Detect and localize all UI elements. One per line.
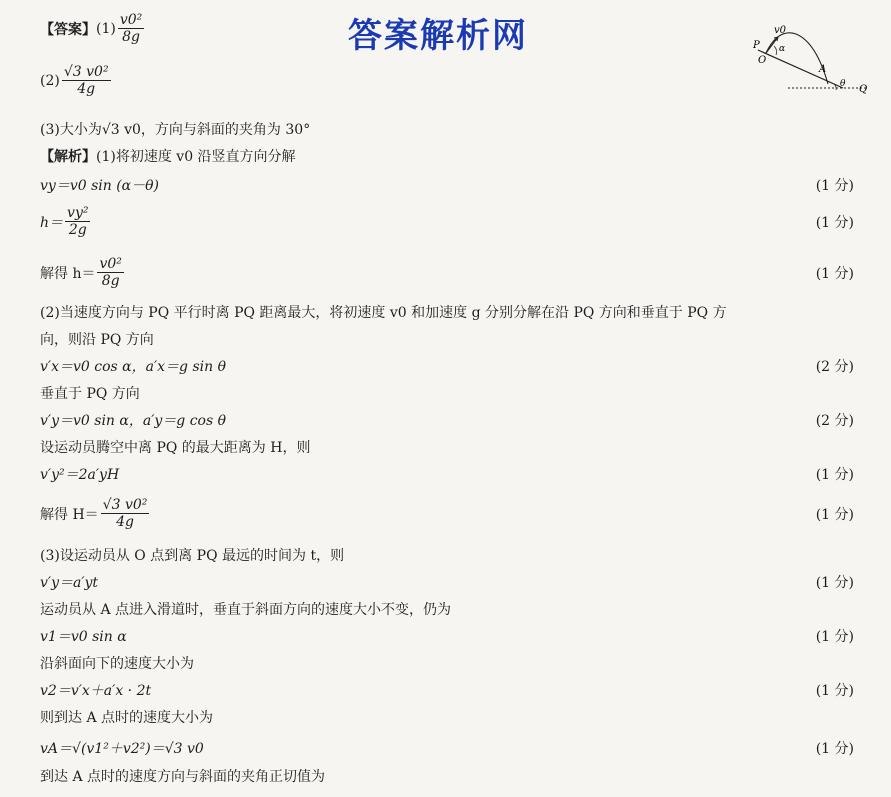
result-H-fraction — [101, 497, 150, 530]
analysis-line-1 — [40, 146, 871, 166]
result-h-fraction — [97, 256, 123, 289]
equation-vx-ax — [40, 356, 871, 376]
analysis-text-10: 到达 A 点时的速度方向与斜面的夹角正切值为 — [40, 769, 326, 785]
answer-1-fraction — [118, 12, 144, 45]
answer-2-label: (2) — [40, 72, 60, 89]
result-h-denominator: 8g — [101, 273, 120, 289]
equation-h-fraction — [65, 205, 90, 238]
analysis-text-3: 向，则沿 PQ 方向 — [40, 332, 154, 348]
label-theta: θ — [840, 79, 846, 89]
analysis-line-3 — [40, 329, 871, 349]
score-6: (1 分) — [815, 467, 854, 483]
equation-h-numerator: vy² — [67, 205, 89, 221]
analysis-line-2 — [40, 302, 871, 322]
analysis-text-4: 垂直于 PQ 方向 — [40, 386, 140, 402]
analysis-line-10 — [40, 766, 871, 786]
analysis-line-4 — [40, 383, 871, 403]
equation-h — [40, 205, 871, 238]
label-A: A — [819, 64, 827, 75]
analysis-text-5: 设运动员腾空中离 PQ 的最大距离为 H，则 — [40, 440, 311, 456]
analysis-line-5 — [40, 437, 871, 457]
answer-3-text: (3)大小为√3 v0，方向与斜面的夹角为 30° — [40, 122, 311, 138]
equation-vx-ax-text: v′x＝v0 cos α，a′x＝g sin θ — [40, 359, 226, 375]
equation-vA — [40, 738, 871, 758]
score-9: (1 分) — [815, 629, 854, 645]
result-H-numerator: √3 v0² — [102, 497, 148, 513]
analysis-text-7: 运动员从 A 点进入滑道时，垂直于斜面方向的速度大小不变，仍为 — [40, 602, 452, 618]
result-H — [40, 497, 871, 530]
answer-line-3 — [40, 119, 871, 139]
answer-1-denominator: 8g — [122, 29, 140, 45]
answer-1-numerator: v0² — [119, 12, 143, 28]
equation-vy-t-text: v′y＝a′yt — [40, 575, 99, 591]
equation-v2 — [40, 680, 871, 700]
answer-line-1 — [40, 12, 871, 45]
score-10: (1 分) — [815, 683, 854, 699]
analysis-header: 【解析】 — [40, 149, 96, 165]
equation-vy-ay — [40, 410, 871, 430]
equation-v2-text: v2＝v′x＋a′x · 2t — [40, 683, 152, 699]
answer-1-label: (1) — [96, 20, 116, 37]
equation-h-denominator: 2g — [68, 222, 87, 238]
label-alpha: α — [779, 44, 786, 54]
label-P: P — [753, 40, 760, 51]
watermark: 答案解析网 — [348, 16, 528, 56]
result-h — [40, 256, 871, 289]
answer-line-2 — [40, 64, 871, 97]
answer-2-denominator: 4g — [77, 81, 96, 97]
score-1: (1 分) — [815, 178, 854, 194]
analysis-line-7 — [40, 599, 871, 619]
label-v0: v0 — [774, 25, 787, 36]
label-O: O — [758, 55, 767, 66]
score-2: (1 分) — [815, 214, 854, 231]
score-4: (2 分) — [815, 359, 854, 375]
score-7: (1 分) — [815, 506, 854, 523]
analysis-text-6: (3)设运动员从 O 点到离 PQ 最远的时间为 t，则 — [40, 548, 345, 564]
equation-v1 — [40, 626, 871, 646]
equation-v1-text: v1＝v0 sin α — [40, 629, 127, 645]
analysis-line-8 — [40, 653, 871, 673]
score-8: (1 分) — [815, 575, 854, 591]
label-Q: Q — [859, 84, 868, 95]
analysis-text-1: (1)将初速度 v0 沿竖直方向分解 — [96, 149, 296, 165]
equation-vy-text: vy＝v0 sin (α－θ) — [40, 178, 160, 194]
equation-vy-squared — [40, 464, 871, 484]
equation-vy-ay-text: v′y＝v0 sin α，a′y＝g cos θ — [40, 413, 227, 429]
score-5: (2 分) — [815, 413, 854, 429]
result-h-numerator: v0² — [99, 256, 122, 272]
score-11: (1 分) — [815, 741, 854, 757]
analysis-line-6 — [40, 545, 871, 565]
answer-2-fraction — [62, 64, 111, 97]
equation-vy-squared-text: v′y²＝2a′yH — [40, 467, 120, 483]
analysis-line-9 — [40, 707, 871, 727]
equation-vy — [40, 175, 871, 195]
answer-2-numerator: √3 v0² — [63, 64, 109, 80]
analysis-text-8: 沿斜面向下的速度大小为 — [40, 656, 194, 672]
equation-vA-text: vA＝√(v1²＋v2²)＝√3 v0 — [40, 741, 204, 757]
result-h-lhs: 解得 h＝ — [40, 265, 96, 282]
equation-h-lhs: h＝ — [40, 214, 64, 231]
analysis-text-9: 则到达 A 点时的速度大小为 — [40, 710, 214, 726]
result-H-lhs: 解得 H＝ — [40, 506, 99, 523]
equation-vy-t — [40, 572, 871, 592]
analysis-text-2: (2)当速度方向与 PQ 平行时离 PQ 距离最大，将初速度 v0 和加速度 g 分别分解在沿 PQ 方向和垂直于 PQ 方 — [40, 305, 727, 321]
score-3: (1 分) — [815, 265, 854, 282]
result-H-denominator: 4g — [116, 514, 134, 530]
answer-header: 【答案】 — [40, 21, 96, 38]
alpha-arc — [774, 46, 777, 55]
